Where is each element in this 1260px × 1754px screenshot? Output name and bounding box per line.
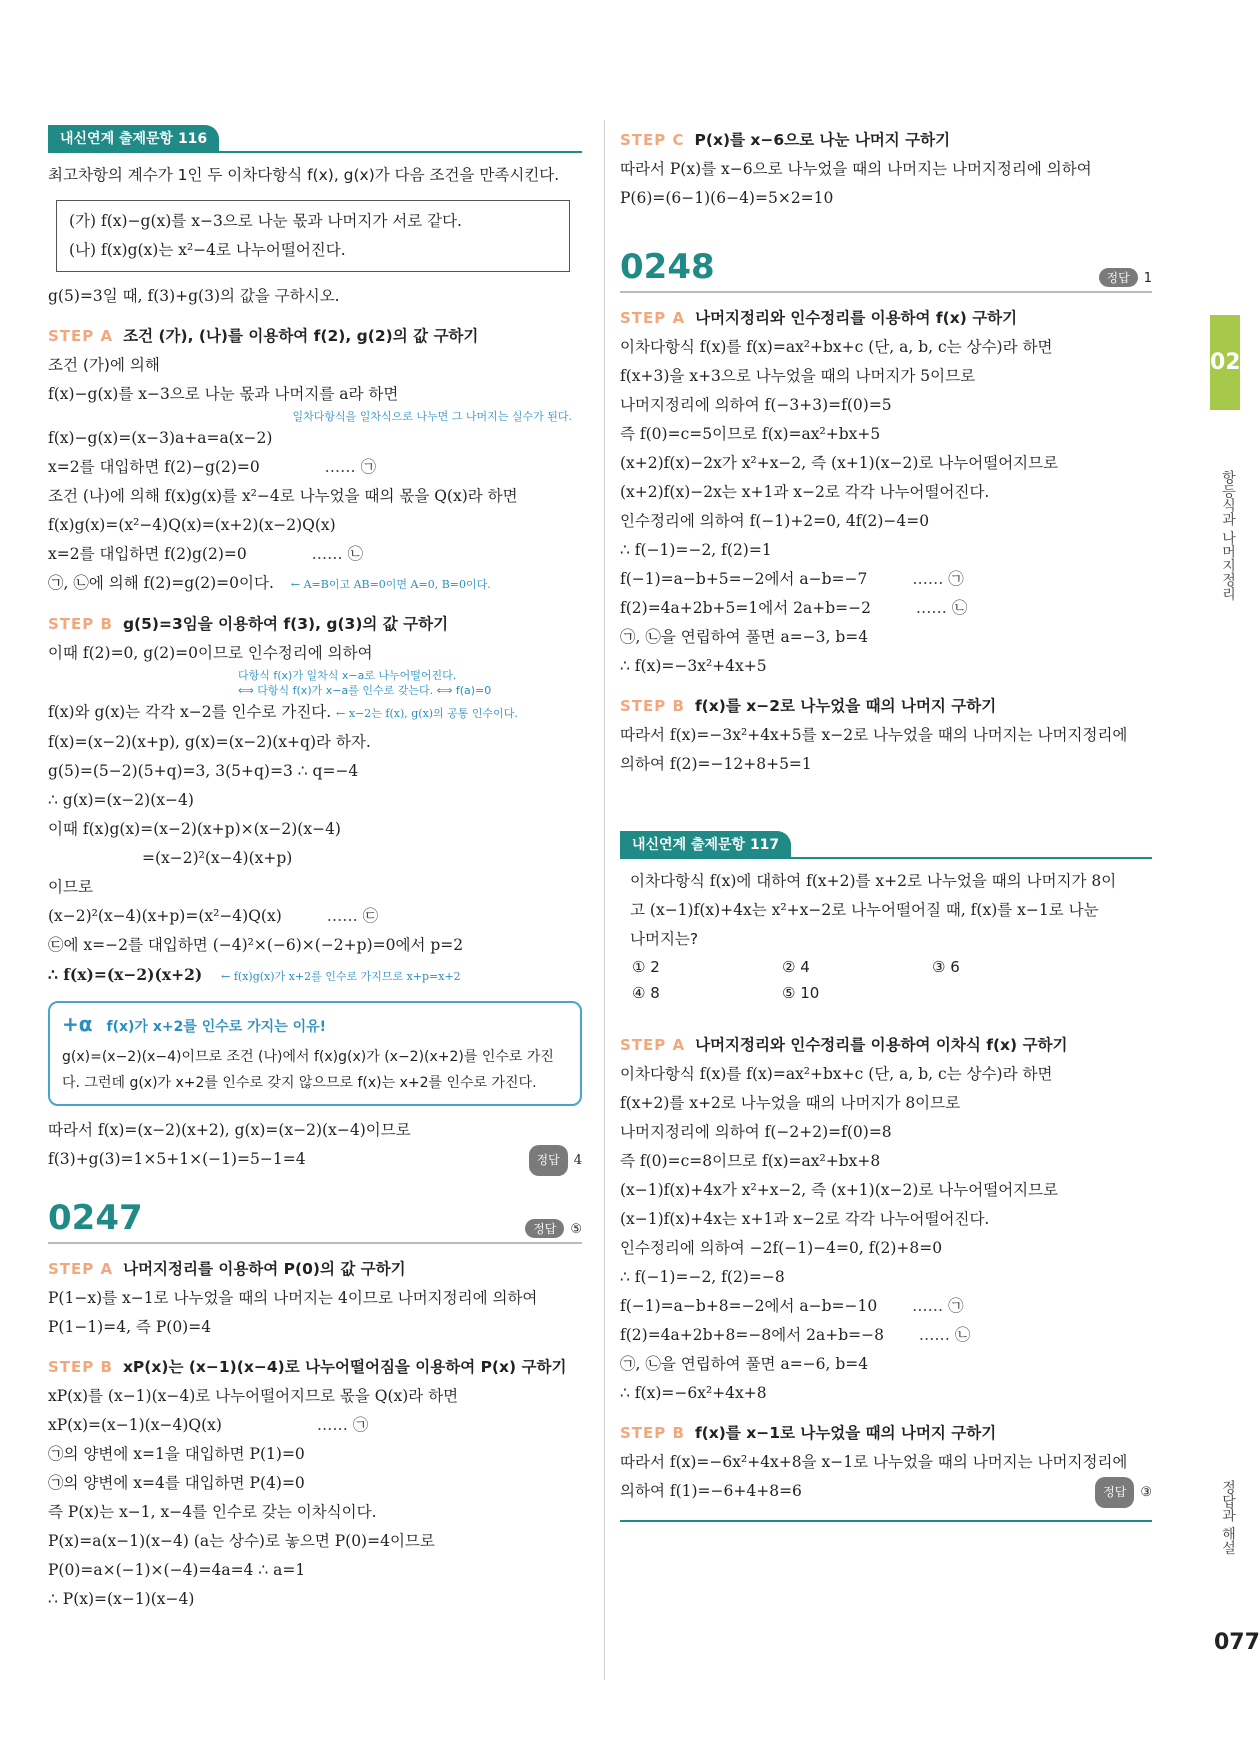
answer-value: 4 bbox=[573, 1153, 582, 1168]
step-b-heading bbox=[48, 609, 582, 639]
step-title: g(5)=3임을 이용하여 f(3), g(3)의 값 구하기 bbox=[122, 615, 449, 633]
solution-line: ∴ f(−1)=−2, f(2)=−8 bbox=[620, 1268, 785, 1286]
section-end-rule bbox=[620, 1520, 1152, 1522]
problem-117-body bbox=[620, 867, 1152, 954]
problem-116-header bbox=[48, 125, 582, 153]
solution-line: P(0)=a×(−1)×(−4)=4a=4 ∴ a=1 bbox=[48, 1561, 306, 1579]
problem-116-badge: 내신연계 출제문항 116 bbox=[48, 125, 219, 151]
equation: f(2)=4a+2b+5=1에서 2a+b=−2 bbox=[620, 599, 871, 617]
equation: xP(x)=(x−1)(x−4)Q(x) bbox=[48, 1416, 222, 1434]
equation: f(x)와 g(x)는 각각 x−2를 인수로 가진다. bbox=[48, 703, 332, 721]
equation: f(−1)=a−b+5=−2에서 a−b=−7 bbox=[620, 570, 868, 588]
solution-line bbox=[620, 565, 1152, 594]
problem-question: g(5)=3일 때, f(3)+g(3)의 값을 구하시오. bbox=[48, 287, 340, 305]
solution-line bbox=[620, 1292, 1152, 1321]
answer-badge bbox=[525, 1219, 582, 1238]
solution-line: (x+2)f(x)−2x가 x²+x−2, 즉 (x+1)(x−2)로 나누어떨어지므로 bbox=[620, 454, 1059, 472]
solution-line: ∴ f(−1)=−2, f(2)=1 bbox=[620, 541, 772, 559]
side-note: 다항식 f(x)가 일차식 x−a로 나누어떨어진다. bbox=[238, 669, 457, 682]
step-title: xP(x)는 (x−1)(x−4)로 나누어떨어짐을 이용하여 P(x) 구하기 bbox=[122, 1358, 567, 1376]
step-a-heading bbox=[48, 1254, 582, 1284]
section-label: 정답과 해설 bbox=[1220, 1480, 1236, 1555]
solution-line: 따라서 f(x)=(x−2)(x+2), g(x)=(x−2)(x−4)이므로 bbox=[48, 1121, 411, 1139]
problem-0248-header bbox=[620, 247, 1152, 293]
solution-line bbox=[48, 902, 582, 931]
solution-line: 이때 f(x)g(x)=(x−2)(x+p)×(x−2)(x−4) bbox=[48, 820, 341, 838]
step-a-heading bbox=[620, 303, 1152, 333]
solution-line: 즉 P(x)는 x−1, x−4를 인수로 갖는 이차식이다. bbox=[48, 1503, 377, 1521]
side-note: ⟺ 다항식 f(x)가 x−a를 인수로 갖는다. ⟺ f(a)=0 bbox=[238, 684, 492, 697]
solution-line: 즉 f(0)=c=5이므로 f(x)=ax²+bx+5 bbox=[620, 425, 881, 443]
plus-alpha-body: g(x)=(x−2)(x−4)이므로 조건 (나)에서 f(x)g(x)가 (x−2)(x+2)를 인수로 가진다. 그런데 g(x)가 x+2를 인수로 갖지 않으므로 f(x)는 x+2를 인수로 가진다. bbox=[62, 1049, 554, 1091]
solution-line: ㉠, ㉡을 연립하여 풀면 a=−6, b=4 bbox=[620, 1355, 869, 1373]
solution-line bbox=[48, 453, 582, 482]
condition-1: (가) f(x)−g(x)를 x−3으로 나눈 몫과 나머지가 서로 같다. bbox=[69, 212, 462, 230]
problem-117-badge: 내신연계 출제문항 117 bbox=[620, 831, 791, 857]
solution-line: P(1−x)를 x−1로 나누었을 때의 나머지는 4이므로 나머지정리에 의하여 bbox=[48, 1289, 538, 1307]
side-note: ← x−2는 f(x), g(x)의 공통 인수이다. bbox=[336, 707, 518, 720]
equation-marker: …… ㉢ bbox=[326, 907, 379, 925]
solution-line bbox=[620, 1477, 1152, 1508]
step-b-heading bbox=[48, 1352, 582, 1382]
solution-line: f(x)−g(x)를 x−3으로 나눈 몫과 나머지를 a라 하면 bbox=[48, 385, 399, 403]
problem-number: 0247 bbox=[48, 1198, 143, 1238]
answer-label: 정답 bbox=[1095, 1477, 1134, 1508]
choice-3[interactable]: ③ 6 bbox=[932, 958, 960, 976]
equation-marker: …… ㉡ bbox=[918, 1326, 971, 1344]
equation: f(2)=4a+2b+8=−8에서 2a+b=−8 bbox=[620, 1326, 884, 1344]
solution-line: g(5)=(5−2)(5+q)=3, 3(5+q)=3 ∴ q=−4 bbox=[48, 762, 359, 780]
column-divider bbox=[604, 120, 605, 1680]
equation: 의하여 f(1)=−6+4+8=6 bbox=[620, 1482, 802, 1500]
chapter-tab: 02 bbox=[1210, 315, 1240, 410]
solution-line: 인수정리에 의하여 −2f(−1)−4=0, f(2)+8=0 bbox=[620, 1239, 943, 1257]
solution-line: 이차다항식 f(x)를 f(x)=ax²+bx+c (단, a, b, c는 상수)라 하면 bbox=[620, 1065, 1053, 1083]
problem-number: 0248 bbox=[620, 247, 715, 287]
step-b-heading bbox=[620, 1418, 1152, 1448]
solution-line: ㉠의 양변에 x=4를 대입하면 P(4)=0 bbox=[48, 1474, 305, 1492]
answer-badge bbox=[1099, 268, 1152, 287]
solution-line: 이때 f(2)=0, g(2)=0이므로 인수정리에 의하여 bbox=[48, 644, 373, 662]
solution-line: ∴ P(x)=(x−1)(x−4) bbox=[48, 1590, 195, 1608]
equation-marker: …… ㉡ bbox=[311, 545, 364, 563]
choice-5[interactable]: ⑤ 10 bbox=[782, 984, 820, 1002]
solution-line: (x+2)f(x)−2x는 x+1과 x−2로 각각 나누어떨어진다. bbox=[620, 483, 990, 501]
solution-line: 이므로 bbox=[48, 878, 93, 896]
solution-line: 인수정리에 의하여 f(−1)+2=0, 4f(2)−4=0 bbox=[620, 512, 930, 530]
equation-marker: …… ㉠ bbox=[316, 1416, 369, 1434]
side-note: ← f(x)g(x)가 x+2를 인수로 가지므로 x+p=x+2 bbox=[221, 970, 461, 983]
step-c-heading bbox=[620, 125, 1152, 155]
choice-4[interactable]: ④ 8 bbox=[632, 984, 660, 1002]
equation: (x−2)²(x−4)(x+p)=(x²−4)Q(x) bbox=[48, 907, 282, 925]
solution-line: 따라서 P(x)를 x−6으로 나누었을 때의 나머지는 나머지정리에 의하여 bbox=[620, 160, 1092, 178]
solution-line bbox=[48, 540, 582, 569]
equation: f(−1)=a−b+8=−2에서 a−b=−10 bbox=[620, 1297, 878, 1315]
step-a-heading bbox=[620, 1030, 1152, 1060]
solution-line: f(x)=(x−2)(x+p), g(x)=(x−2)(x+q)라 하자. bbox=[48, 733, 371, 751]
step-tag: STEP B bbox=[620, 697, 685, 715]
choice-1[interactable]: ① 2 bbox=[632, 958, 660, 976]
equation-marker: …… ㉠ bbox=[912, 1297, 964, 1315]
solution-line: 조건 (가)에 의해 bbox=[48, 356, 160, 374]
solution-line: ∴ g(x)=(x−2)(x−4) bbox=[48, 791, 194, 809]
answer-label: 정답 bbox=[525, 1219, 564, 1238]
problem-0247-header bbox=[48, 1198, 582, 1244]
condition-box bbox=[56, 200, 570, 272]
equation-marker: …… ㉠ bbox=[324, 458, 377, 476]
problem-line: 이차다항식 f(x)에 대하여 f(x+2)를 x+2로 나누었을 때의 나머지가 8이 bbox=[630, 872, 1117, 890]
equation: x=2를 대입하면 f(2)−g(2)=0 bbox=[48, 458, 260, 476]
solution-line: ㉢에 x=−2를 대입하면 (−4)²×(−6)×(−2+p)=0에서 p=2 bbox=[48, 936, 464, 954]
answer-badge bbox=[1095, 1477, 1152, 1508]
step-title: P(x)를 x−6으로 나눈 나머지 구하기 bbox=[694, 131, 951, 149]
solution-line bbox=[620, 1321, 1152, 1350]
solution-line: 따라서 f(x)=−3x²+4x+5를 x−2로 나누었을 때의 나머지는 나머지정리에 bbox=[620, 726, 1128, 744]
answer-badge bbox=[529, 1145, 582, 1176]
solution-line: f(x)−g(x)=(x−3)a+a=a(x−2) bbox=[48, 429, 273, 447]
side-note: 일차다항식을 일차식으로 나누면 그 나머지는 실수가 된다. bbox=[292, 410, 572, 423]
step-b-heading bbox=[620, 691, 1152, 721]
step-title: 조건 (가), (나)를 이용하여 f(2), g(2)의 값 구하기 bbox=[123, 327, 479, 345]
problem-117-header bbox=[620, 831, 1152, 859]
solution-line: 조건 (나)에 의해 f(x)g(x)를 x²−4로 나누었을 때의 몫을 Q(x)라 하면 bbox=[48, 487, 518, 505]
solution-line: (x−1)f(x)+4x는 x+1과 x−2로 각각 나누어떨어진다. bbox=[620, 1210, 990, 1228]
solution-line: (x−1)f(x)+4x가 x²+x−2, 즉 (x+1)(x−2)로 나누어떨어지므로 bbox=[620, 1181, 1059, 1199]
solution-line: P(6)=(6−1)(6−4)=5×2=10 bbox=[620, 189, 834, 207]
equation: f(3)+g(3)=1×5+1×(−1)=5−1=4 bbox=[48, 1150, 306, 1168]
plus-alpha-icon: +α bbox=[62, 1012, 93, 1036]
plus-alpha-box bbox=[48, 1001, 582, 1106]
step-tag: STEP B bbox=[48, 615, 113, 633]
solution-line: ∴ f(x)=−3x²+4x+5 bbox=[620, 657, 767, 675]
page-number: 077 bbox=[1214, 1630, 1260, 1655]
solution-line: =(x−2)²(x−4)(x+p) bbox=[142, 849, 293, 867]
step-title: 나머지정리와 인수정리를 이용하여 이차식 f(x) 구하기 bbox=[695, 1036, 1068, 1054]
solution-line: ㉠의 양변에 x=1을 대입하면 P(1)=0 bbox=[48, 1445, 305, 1463]
solution-line bbox=[620, 594, 1152, 623]
equation: x=2를 대입하면 f(2)g(2)=0 bbox=[48, 545, 247, 563]
answer-value: ⑤ bbox=[570, 1222, 582, 1237]
chapter-title: 항등식과 나머지정리 bbox=[1220, 470, 1236, 601]
solution-line bbox=[48, 698, 582, 728]
answer-label: 정답 bbox=[1099, 268, 1138, 287]
step-title: 나머지정리를 이용하여 P(0)의 값 구하기 bbox=[123, 1260, 406, 1278]
step-tag: STEP B bbox=[620, 1424, 685, 1442]
step-tag: STEP C bbox=[620, 131, 685, 149]
equation: ∴ f(x)=(x−2)(x+2) bbox=[48, 965, 203, 984]
condition-2: (나) f(x)g(x)는 x²−4로 나누어떨어진다. bbox=[69, 241, 346, 259]
answer-label: 정답 bbox=[529, 1145, 568, 1176]
solution-line: 이차다항식 f(x)를 f(x)=ax²+bx+c (단, a, b, c는 상수)라 하면 bbox=[620, 338, 1053, 356]
solution-line: ㉠, ㉡을 연립하여 풀면 a=−3, b=4 bbox=[620, 628, 869, 646]
solution-line: xP(x)를 (x−1)(x−4)로 나누어떨어지므로 몫을 Q(x)라 하면 bbox=[48, 1387, 459, 1405]
right-column bbox=[620, 125, 1152, 1522]
step-title: f(x)를 x−1로 나누었을 때의 나머지 구하기 bbox=[694, 1424, 997, 1442]
solution-line: 즉 f(0)=c=8이므로 f(x)=ax²+bx+8 bbox=[620, 1152, 881, 1170]
solution-line: f(x+3)을 x+3으로 나누었을 때의 나머지가 5이므로 bbox=[620, 367, 976, 385]
step-tag: STEP A bbox=[48, 327, 114, 345]
solution-line: 나머지정리에 의하여 f(−2+2)=f(0)=8 bbox=[620, 1123, 892, 1141]
answer-choices bbox=[632, 954, 1152, 1006]
answer-value: ③ bbox=[1140, 1485, 1152, 1500]
solution-line: f(x)g(x)=(x²−4)Q(x)=(x+2)(x−2)Q(x) bbox=[48, 516, 336, 534]
equation: ㉠, ㉡에 의해 f(2)=g(2)=0이다. bbox=[48, 574, 274, 592]
problem-line: 나머지는? bbox=[630, 930, 699, 948]
solution-line bbox=[48, 1145, 582, 1176]
equation-marker: …… ㉠ bbox=[912, 570, 964, 588]
solution-line: P(1−1)=4, 즉 P(0)=4 bbox=[48, 1318, 212, 1336]
solution-line: 나머지정리에 의하여 f(−3+3)=f(0)=5 bbox=[620, 396, 892, 414]
plus-alpha-title bbox=[62, 1011, 568, 1040]
step-title: 나머지정리와 인수정리를 이용하여 f(x) 구하기 bbox=[695, 309, 1018, 327]
answer-value: 1 bbox=[1143, 271, 1152, 286]
solution-line bbox=[48, 960, 582, 991]
solution-line: P(x)=a(x−1)(x−4) (a는 상수)로 놓으면 P(0)=4이므로 bbox=[48, 1532, 435, 1550]
step-tag: STEP A bbox=[620, 1036, 686, 1054]
side-note: ← A=B이고 AB=0이면 A=0, B=0이다. bbox=[290, 578, 491, 591]
step-tag: STEP B bbox=[48, 1358, 113, 1376]
solution-line: 의하여 f(2)=−12+8+5=1 bbox=[620, 755, 812, 773]
step-a-heading bbox=[48, 321, 582, 351]
solution-line bbox=[48, 569, 582, 599]
plus-alpha-heading: f(x)가 x+2를 인수로 가지는 이유! bbox=[106, 1019, 327, 1035]
left-column bbox=[48, 125, 582, 1614]
choice-2[interactable]: ② 4 bbox=[782, 958, 810, 976]
step-tag: STEP A bbox=[620, 309, 686, 327]
solution-line: f(x+2)를 x+2로 나누었을 때의 나머지가 8이므로 bbox=[620, 1094, 961, 1112]
problem-intro: 최고차항의 계수가 1인 두 이차다항식 f(x), g(x)가 다음 조건을 만족시킨다. bbox=[48, 166, 560, 184]
problem-line: 고 (x−1)f(x)+4x는 x²+x−2로 나누어떨어질 때, f(x)를 x−1로 나눈 bbox=[630, 901, 1099, 919]
solution-line bbox=[48, 1411, 582, 1440]
step-title: f(x)를 x−2로 나누었을 때의 나머지 구하기 bbox=[694, 697, 997, 715]
equation-marker: …… ㉡ bbox=[915, 599, 968, 617]
solution-line: 따라서 f(x)=−6x²+4x+8을 x−1로 나누었을 때의 나머지는 나머지정리에 bbox=[620, 1453, 1128, 1471]
step-tag: STEP A bbox=[48, 1260, 114, 1278]
solution-line: ∴ f(x)=−6x²+4x+8 bbox=[620, 1384, 767, 1402]
